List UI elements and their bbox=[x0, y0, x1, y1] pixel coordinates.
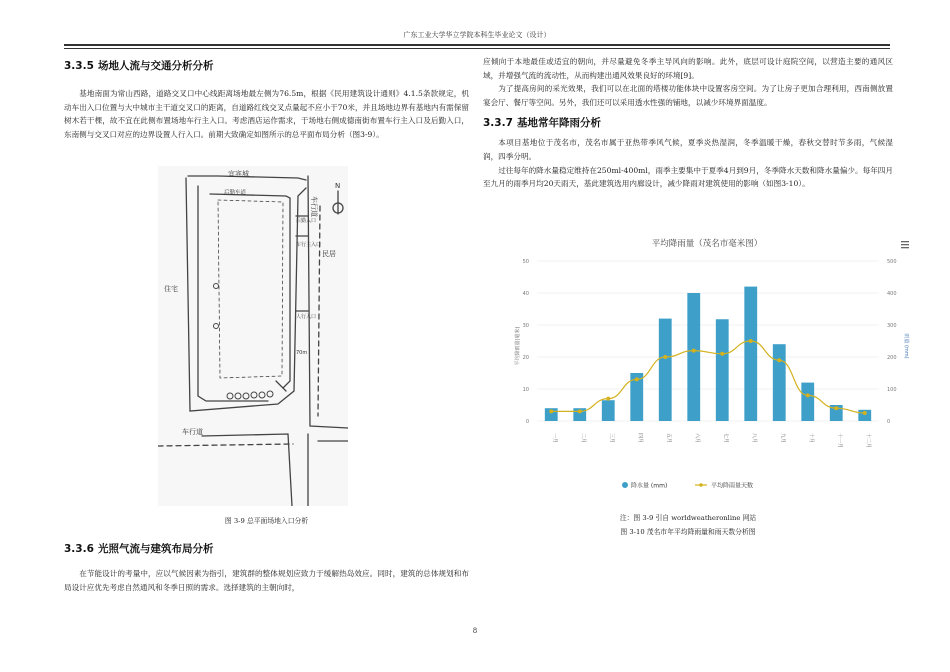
section-336-number: 3.3.6 bbox=[64, 543, 94, 555]
rain-days-point-12 bbox=[863, 411, 867, 415]
chart-line bbox=[549, 339, 867, 415]
bar-6 bbox=[687, 293, 700, 421]
ytick-left-label: 0 bbox=[525, 419, 529, 425]
bar-8 bbox=[744, 287, 757, 421]
section-336-title: 光照气流与建筑布局分析 bbox=[98, 543, 214, 555]
rain-days-point-8 bbox=[749, 339, 753, 343]
ytick-right-label: 0 bbox=[887, 419, 891, 425]
section-335 bbox=[64, 58, 469, 141]
page-header: 广东工业大学华立学院本科生毕业论文（设计） bbox=[403, 31, 551, 39]
chart-legend bbox=[622, 482, 753, 490]
bar-7 bbox=[716, 319, 729, 421]
xtick-label: 九月 bbox=[779, 433, 786, 444]
rain-days-point-4 bbox=[635, 377, 639, 381]
figure-39-caption: 图 3-9 总平面场地入口分析 bbox=[224, 517, 309, 525]
rain-days-point-2 bbox=[578, 409, 582, 413]
rain-days-point-11 bbox=[834, 406, 838, 410]
rain-days-line bbox=[551, 341, 865, 413]
sketch-label-left-area: 住宅 bbox=[164, 285, 178, 293]
rain-days-point-1 bbox=[549, 409, 553, 413]
ytick-right-label: 200 bbox=[887, 355, 897, 361]
site-sketch-figure bbox=[158, 166, 348, 506]
rain-days-point-6 bbox=[692, 349, 696, 353]
sketch-label-right-road: 车行道 bbox=[310, 196, 318, 217]
right-column bbox=[483, 55, 893, 191]
left-column bbox=[64, 58, 469, 155]
rain-days-point-5 bbox=[663, 355, 667, 359]
section-336-paragraph: 在节能设计的考量中，应以气候因素为指引，建筑群的整体规划应致力于缓解热岛效应。同时，建筑的总体规划和布局设计应优先考虑自然通风和冬季日照的需求。选择建筑的主朝向时， bbox=[64, 569, 469, 592]
sketch-label-top-road: 宜宾城 bbox=[228, 170, 249, 178]
chart-title: 平均降雨量（茂名市毫米图） bbox=[651, 239, 763, 249]
sketch-label-north: N bbox=[335, 182, 341, 190]
sketch-trees bbox=[214, 284, 274, 400]
xtick-label: 四月 bbox=[636, 433, 643, 444]
rain-days-point-3 bbox=[606, 397, 610, 401]
section-337-number: 3.3.7 bbox=[483, 117, 513, 130]
ytick-left-label: 30 bbox=[522, 323, 529, 329]
ytick-right-label: 300 bbox=[887, 323, 897, 329]
rain-days-point-7 bbox=[720, 352, 724, 356]
section-336 bbox=[64, 541, 469, 556]
chart-note: 注：图 3-9 引自 worldweatheronline 网站 bbox=[619, 514, 757, 522]
sketch-label-car-entrance: 车行主入口 bbox=[296, 242, 322, 248]
rain-days-point-9 bbox=[777, 358, 781, 362]
chart-xticks bbox=[551, 433, 872, 448]
section-335-number: 3.3.5 bbox=[64, 60, 94, 72]
chart-grid bbox=[537, 261, 879, 421]
rain-days-point-10 bbox=[806, 393, 810, 397]
chart-yticks-left bbox=[523, 259, 529, 425]
legend-line-dot bbox=[699, 483, 703, 487]
xtick-label: 十月 bbox=[807, 433, 814, 444]
xtick-label: 一月 bbox=[551, 433, 558, 444]
xtick-label: 六月 bbox=[693, 433, 700, 444]
section-335-title: 场地人流与交通分析分析 bbox=[98, 60, 214, 72]
section-336-body bbox=[64, 567, 469, 594]
bar-9 bbox=[773, 344, 786, 421]
sketch-bottom-road-center bbox=[158, 444, 293, 446]
rainfall-chart-svg bbox=[507, 236, 911, 511]
sketch-right-road-center bbox=[318, 206, 320, 416]
section-335-paragraph: 基地南面为常山西路，道路交叉口中心线距离场地最左侧为76.5m，根据《民用建筑设计通则》4.1.5条款规定，机动车出入口位置与大中城市主干道交叉口的距离，自道路红线交叉点量起不应小于70米，并且场地边界有基地内有需保留树木若干棵，故不宜在此侧布置场地车行主入口。考虑酒店运作需求，于场地右侧成德南街布置车行主入口及后勤入口，东南侧与交叉口对应的边界设置人行入口。前期大致确定如图所示的总平面布局分析（图3-9）。 bbox=[64, 89, 469, 139]
section-336-heading bbox=[64, 541, 469, 556]
continued-paragraph-2: 为了提高房间的采光效果，我们可以在北面的塔楼功能体块中设置客房空间。为了让房子更加合理利用，西南侧放置宴会厅、餐厅等空间。另外，我们还可以采用透水性强的铺地，以减少环境界面温度。 bbox=[483, 84, 893, 107]
bar-3 bbox=[602, 400, 615, 421]
sketch-boundary-left bbox=[198, 186, 268, 401]
legend-line-label[interactable]: 平均降雨量天数 bbox=[711, 482, 754, 490]
sketch-boundary-outer bbox=[186, 178, 306, 411]
sketch-label-top-strip: 后勤车道 bbox=[224, 190, 247, 196]
header-rule bbox=[64, 44, 890, 46]
sketch-label-logistics: 后勤入口 bbox=[296, 218, 317, 224]
ytick-right-label: 500 bbox=[887, 259, 897, 265]
xtick-label: 二月 bbox=[579, 433, 586, 444]
bar-5 bbox=[659, 319, 672, 421]
chart-menu-icon[interactable] bbox=[901, 241, 909, 248]
header-rule-thin bbox=[64, 48, 890, 49]
ytick-left-label: 10 bbox=[522, 387, 529, 393]
rainfall-chart bbox=[507, 236, 911, 511]
section-335-heading bbox=[64, 58, 469, 73]
ytick-left-label: 40 bbox=[522, 291, 529, 297]
sketch-label-right-area: 民居 bbox=[322, 250, 336, 258]
section-337-paragraph-2: 过往每年的降水量稳定维持在250ml-400ml，雨季主要集中于夏季4月到9月，冬季降水天数和降水量偏少。每年四月至九月的雨季月均20天雨天，基此建筑选用内廊设计，减少降雨对建筑使用的影响（如图3-10）。 bbox=[483, 165, 893, 189]
ytick-left-label: 50 bbox=[522, 259, 529, 265]
chart-bars bbox=[545, 287, 871, 421]
section-337-paragraph-1: 本项目基地位于茂名市，茂名市属于亚热带季风气候，夏季炎热湿润，冬季温暖干燥，春秋交替时节多雨，气候湿润，四季分明。 bbox=[483, 138, 893, 161]
ytick-left-label: 20 bbox=[522, 355, 529, 361]
xtick-label: 七月 bbox=[722, 433, 729, 444]
page-number: 8 bbox=[472, 627, 478, 635]
sketch-label-bottom-road: 车行道 bbox=[182, 428, 203, 436]
ytick-right-label: 100 bbox=[887, 387, 897, 393]
xtick-label: 八月 bbox=[750, 433, 757, 444]
sketch-inner-top-right bbox=[210, 194, 290, 388]
ytick-right-label: 400 bbox=[887, 291, 897, 297]
sketch-label-ped-entrance: 人行入口 bbox=[296, 314, 317, 320]
xtick-label: 五月 bbox=[665, 433, 672, 444]
chart-yticks-right bbox=[887, 259, 897, 425]
legend-bar-label[interactable]: 降水量 (mm) bbox=[631, 482, 668, 490]
sketch-inner-dashed bbox=[218, 200, 283, 378]
xtick-label: 三月 bbox=[608, 433, 615, 444]
legend-bar-marker bbox=[622, 482, 628, 488]
chart-ylabel-right: 雨量 (mm) bbox=[903, 333, 909, 359]
section-337-title: 基地常年降雨分析 bbox=[517, 117, 601, 130]
chart-ylabel-left: 平均降雨量(毫米) bbox=[515, 326, 521, 366]
xtick-label: 十一月 bbox=[836, 433, 843, 449]
xtick-label: 十二月 bbox=[864, 433, 871, 449]
bar-10 bbox=[801, 383, 814, 421]
continued-paragraph-1: 应倾向于本地最佳或适宜的朝向，并尽量避免冬季主导风向的影响。此外，底层可设计庭院空间，以营造主要的通风区域，并增强气流的流动性，从而构建出通风效果良好的环境[9]。 bbox=[483, 57, 893, 80]
figure-310-caption: 图 3-10 茂名市年平均降雨量和雨天数分析图 bbox=[620, 528, 756, 536]
section-337-heading bbox=[483, 115, 893, 130]
site-sketch-svg bbox=[158, 166, 348, 506]
sketch-label-dim: 70m bbox=[296, 350, 308, 356]
